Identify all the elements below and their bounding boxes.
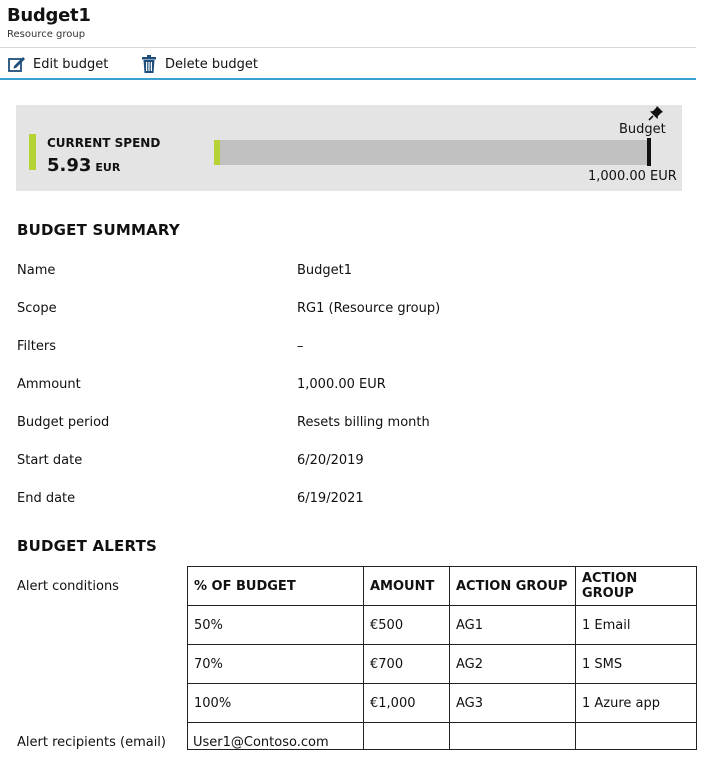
cell-empty [576, 723, 697, 750]
edit-budget-label: Edit budget [33, 56, 109, 72]
col-header-amount: AMOUNT [364, 567, 450, 606]
budget-limit-marker [647, 138, 651, 166]
page-title: Budget1 [7, 5, 91, 26]
page-subtitle: Resource group [7, 29, 86, 40]
table-row [188, 684, 697, 723]
current-spend-unit: EUR [95, 161, 121, 174]
cell-empty [450, 723, 576, 750]
summary-end-date-value: 6/19/2021 [297, 491, 364, 506]
col-header-action-group: ACTION GROUP [450, 567, 576, 606]
pin-icon[interactable] [648, 105, 664, 121]
cell-percent: 100% [188, 684, 364, 723]
alert-conditions-table [187, 566, 697, 750]
header-divider [0, 47, 696, 48]
cell-action-type: 1 Email [576, 606, 697, 645]
current-spend-amount: 5.93 [47, 155, 92, 176]
current-spend-label: CURRENT SPEND [47, 136, 161, 150]
summary-scope-value: RG1 (Resource group) [297, 301, 441, 316]
summary-amount-value: 1,000.00 EUR [297, 377, 386, 392]
cell-empty [364, 723, 450, 750]
summary-start-date-value: 6/20/2019 [297, 453, 364, 468]
delete-budget-label: Delete budget [165, 56, 258, 72]
table-row [188, 606, 697, 645]
cell-amount: €1,000 [364, 684, 450, 723]
summary-start-date-label: Start date [17, 453, 83, 468]
cell-percent: 70% [188, 645, 364, 684]
summary-end-date-label: End date [17, 491, 76, 506]
cell-amount: €500 [364, 606, 450, 645]
summary-filters-label: Filters [17, 339, 56, 354]
edit-budget-button[interactable] [7, 54, 108, 74]
edit-icon [7, 54, 27, 74]
toolbar-divider [0, 78, 696, 80]
current-spend-value [47, 155, 120, 176]
cell-action-type: 1 SMS [576, 645, 697, 684]
spend-marker [29, 134, 36, 170]
table-row [188, 645, 697, 684]
summary-name-value: Budget1 [297, 263, 353, 278]
budget-summary-heading: BUDGET SUMMARY [17, 221, 180, 239]
col-header-action-group-type: ACTION GROUP [576, 567, 697, 606]
summary-scope-label: Scope [17, 301, 57, 316]
alert-recipients-value: User1@Contoso.com [193, 735, 329, 750]
summary-period-label: Budget period [17, 415, 110, 430]
cell-action-group: AG1 [450, 606, 576, 645]
spend-progress-bar [214, 140, 651, 165]
summary-amount-label: Ammount [17, 377, 81, 392]
spend-progress-fill [214, 140, 220, 165]
cell-percent: 50% [188, 606, 364, 645]
summary-period-value: Resets billing month [297, 415, 430, 430]
toolbar [0, 52, 696, 76]
budget-alerts-heading: BUDGET ALERTS [17, 537, 158, 555]
delete-budget-button[interactable] [139, 54, 258, 74]
cell-action-group: AG3 [450, 684, 576, 723]
summary-name-label: Name [17, 263, 56, 278]
current-spend-panel [16, 105, 682, 191]
budget-amount: 1,000.00 EUR [588, 169, 677, 184]
alert-recipients-label: Alert recipients (email) [17, 735, 166, 750]
cell-action-type: 1 Azure app [576, 684, 697, 723]
summary-filters-value: – [297, 339, 304, 354]
table-header-row [188, 567, 697, 606]
trash-icon [139, 54, 159, 74]
alert-conditions-label: Alert conditions [17, 579, 119, 594]
cell-action-group: AG2 [450, 645, 576, 684]
budget-label: Budget [619, 122, 666, 137]
col-header-percent: % OF BUDGET [188, 567, 364, 606]
cell-amount: €700 [364, 645, 450, 684]
